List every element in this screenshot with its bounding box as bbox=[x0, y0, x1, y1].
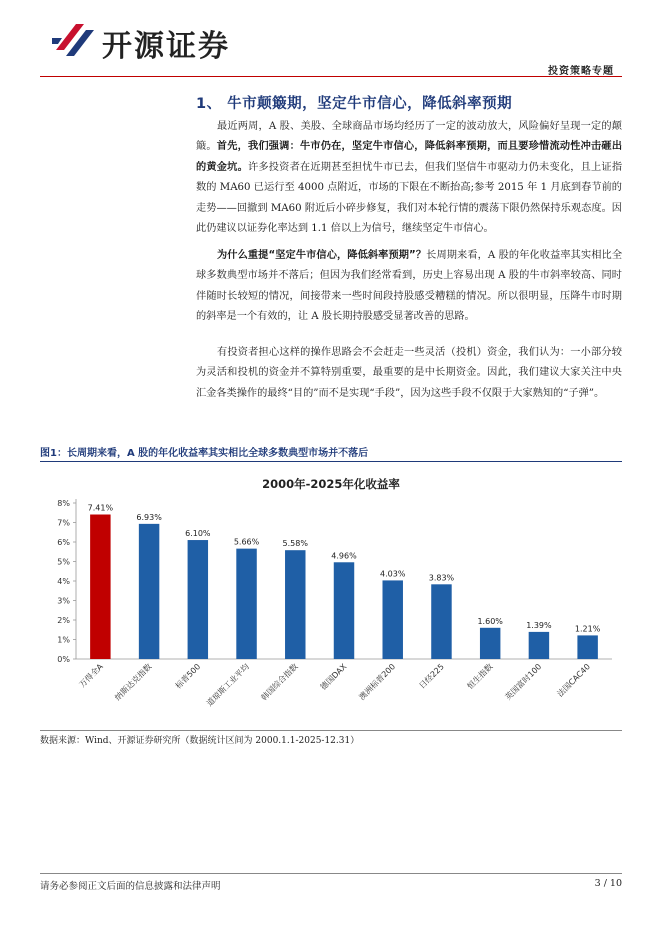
chart-canvas bbox=[40, 469, 622, 728]
paragraph-1-run-1: 最近两周，A 股、美股、全球商品市场均经历了一定的波动放大，风险偏好呈现一定的颠簸。 bbox=[196, 121, 622, 153]
chart-title: 2000年-2025年化收益率 bbox=[262, 477, 400, 491]
bar bbox=[236, 549, 256, 659]
paragraph-1-run-3: 许多投资者在近期甚至担忧牛市已去，但我们坚信牛市驱动力仍未变化，且上证指数的 MA60 已运行至 4000 点附近，市场的下限在不断抬高;参考 2015 年 1 月底到春节前的走势——回撤到 MA60 附近后小碎步修复，我们对本轮行情的震荡下限仍然保持乐观态度。因此仍建议以证券化率达到 1.1 倍以上为信号，继续坚定牛市信心。 bbox=[196, 161, 623, 235]
y-tick-label: 2% bbox=[57, 616, 70, 625]
bar bbox=[382, 580, 402, 659]
x-tick-label: 日经225 bbox=[417, 662, 446, 691]
paragraph-2 bbox=[196, 246, 622, 328]
x-tick-label: 韩国综合指数 bbox=[259, 662, 300, 703]
figure-title: 图1：长周期来看，A 股的年化收益率其实相比全球多数典型市场并不落后 bbox=[40, 448, 369, 459]
data-label: 5.58% bbox=[282, 539, 308, 549]
y-tick-label: 3% bbox=[57, 596, 70, 606]
bar bbox=[480, 628, 500, 659]
figure-top-rule bbox=[40, 461, 622, 462]
data-label: 7.41% bbox=[87, 503, 114, 513]
data-label: 6.10% bbox=[185, 529, 211, 539]
bar-chart bbox=[40, 469, 622, 728]
brand-logo bbox=[52, 18, 252, 62]
x-tick-label: 法国CAC40 bbox=[555, 662, 593, 699]
bar bbox=[334, 562, 354, 659]
data-label: 6.93% bbox=[136, 512, 162, 522]
footer-disclaimer: 请务必参阅正文后面的信息披露和法律声明 bbox=[40, 881, 221, 892]
y-tick-label: 4% bbox=[57, 577, 70, 586]
x-tick-label: 纳斯达克指数 bbox=[113, 662, 154, 703]
y-tick-label: 5% bbox=[57, 557, 70, 567]
paragraph-2-run-1: 为什么重提“坚定牛市信心，降低斜率预期”？ bbox=[217, 250, 427, 261]
y-tick-label: 0% bbox=[57, 655, 70, 664]
bar bbox=[529, 632, 549, 659]
data-label: 5.66% bbox=[233, 537, 260, 547]
y-tick-label: 7% bbox=[57, 518, 70, 528]
data-label: 1.21% bbox=[574, 624, 601, 634]
x-tick-label: 澳洲标普200 bbox=[357, 662, 398, 702]
bar bbox=[577, 635, 597, 659]
footer-divider bbox=[40, 873, 622, 874]
figure-source: 数据来源：Wind、开源证券研究所（数据统计区间为 2000.1.1-2025-12.31） bbox=[40, 736, 360, 746]
x-tick-label: 道琼斯工业平均 bbox=[204, 662, 251, 709]
brand-name: 开源证券 bbox=[102, 29, 230, 64]
y-tick-label: 8% bbox=[57, 499, 70, 508]
x-tick-label: 恒生指数 bbox=[465, 662, 495, 692]
x-tick-label: 德国DAX bbox=[318, 662, 349, 692]
bar bbox=[139, 524, 159, 659]
bar bbox=[285, 550, 305, 659]
data-label: 3.83% bbox=[428, 573, 455, 583]
bar bbox=[431, 584, 451, 659]
data-label: 4.03% bbox=[380, 569, 406, 579]
data-label: 1.60% bbox=[477, 616, 503, 626]
bar bbox=[90, 515, 110, 659]
x-tick-label: 万得全A bbox=[77, 662, 105, 690]
data-label: 1.39% bbox=[526, 620, 552, 630]
x-tick-label: 英国富时100 bbox=[503, 662, 544, 702]
x-tick-label: 标普500 bbox=[173, 662, 203, 691]
logo-mark-icon bbox=[52, 20, 96, 60]
paragraph-1-run-2: 首先，我们强调：牛市仍在，坚定牛市信心，降低斜率预期，而且要珍惜流动性冲击砸出的黄金坑。 bbox=[196, 141, 623, 173]
report-type-tag: 投资策略专题 bbox=[548, 66, 614, 77]
paragraph-3 bbox=[196, 343, 622, 404]
header-divider bbox=[40, 76, 622, 77]
figure-bottom-rule bbox=[40, 730, 622, 731]
paragraph-1 bbox=[196, 117, 622, 239]
y-tick-label: 6% bbox=[57, 538, 70, 547]
paragraph-2-run-2: 长周期来看，A 股的年化收益率其实相比全球多数典型市场并不落后；但因为我们经常看到，历史上容易出现 A 股的牛市斜率较高、同时伴随时长较短的情况，间接带来一些时间段持股感受糟糕的情况。所以很明显，压降牛市时期的斜率是一个有效的，让 A 股长期持股感受显著改善的思路。 bbox=[196, 250, 623, 323]
y-tick-label: 1% bbox=[57, 635, 70, 645]
data-label: 4.96% bbox=[331, 551, 357, 561]
bar bbox=[188, 540, 208, 659]
page-number: 3 / 10 bbox=[594, 878, 622, 889]
section-title: 1、 牛市颠簸期，坚定牛市信心，降低斜率预期 bbox=[196, 96, 513, 112]
paragraph-3-run-1: 有投资者担心这样的操作思路会不会赶走一些灵活（投机）资金，我们认为：一小部分较为灵活和投机的资金并不算特别重要，最重要的是中长期资金。因此，我们建议大家关注中央汇金各类操作的最终“目的”而不是实现“手段”，因为这些手段不仅限于大家熟知的“子弹”。 bbox=[196, 347, 622, 399]
